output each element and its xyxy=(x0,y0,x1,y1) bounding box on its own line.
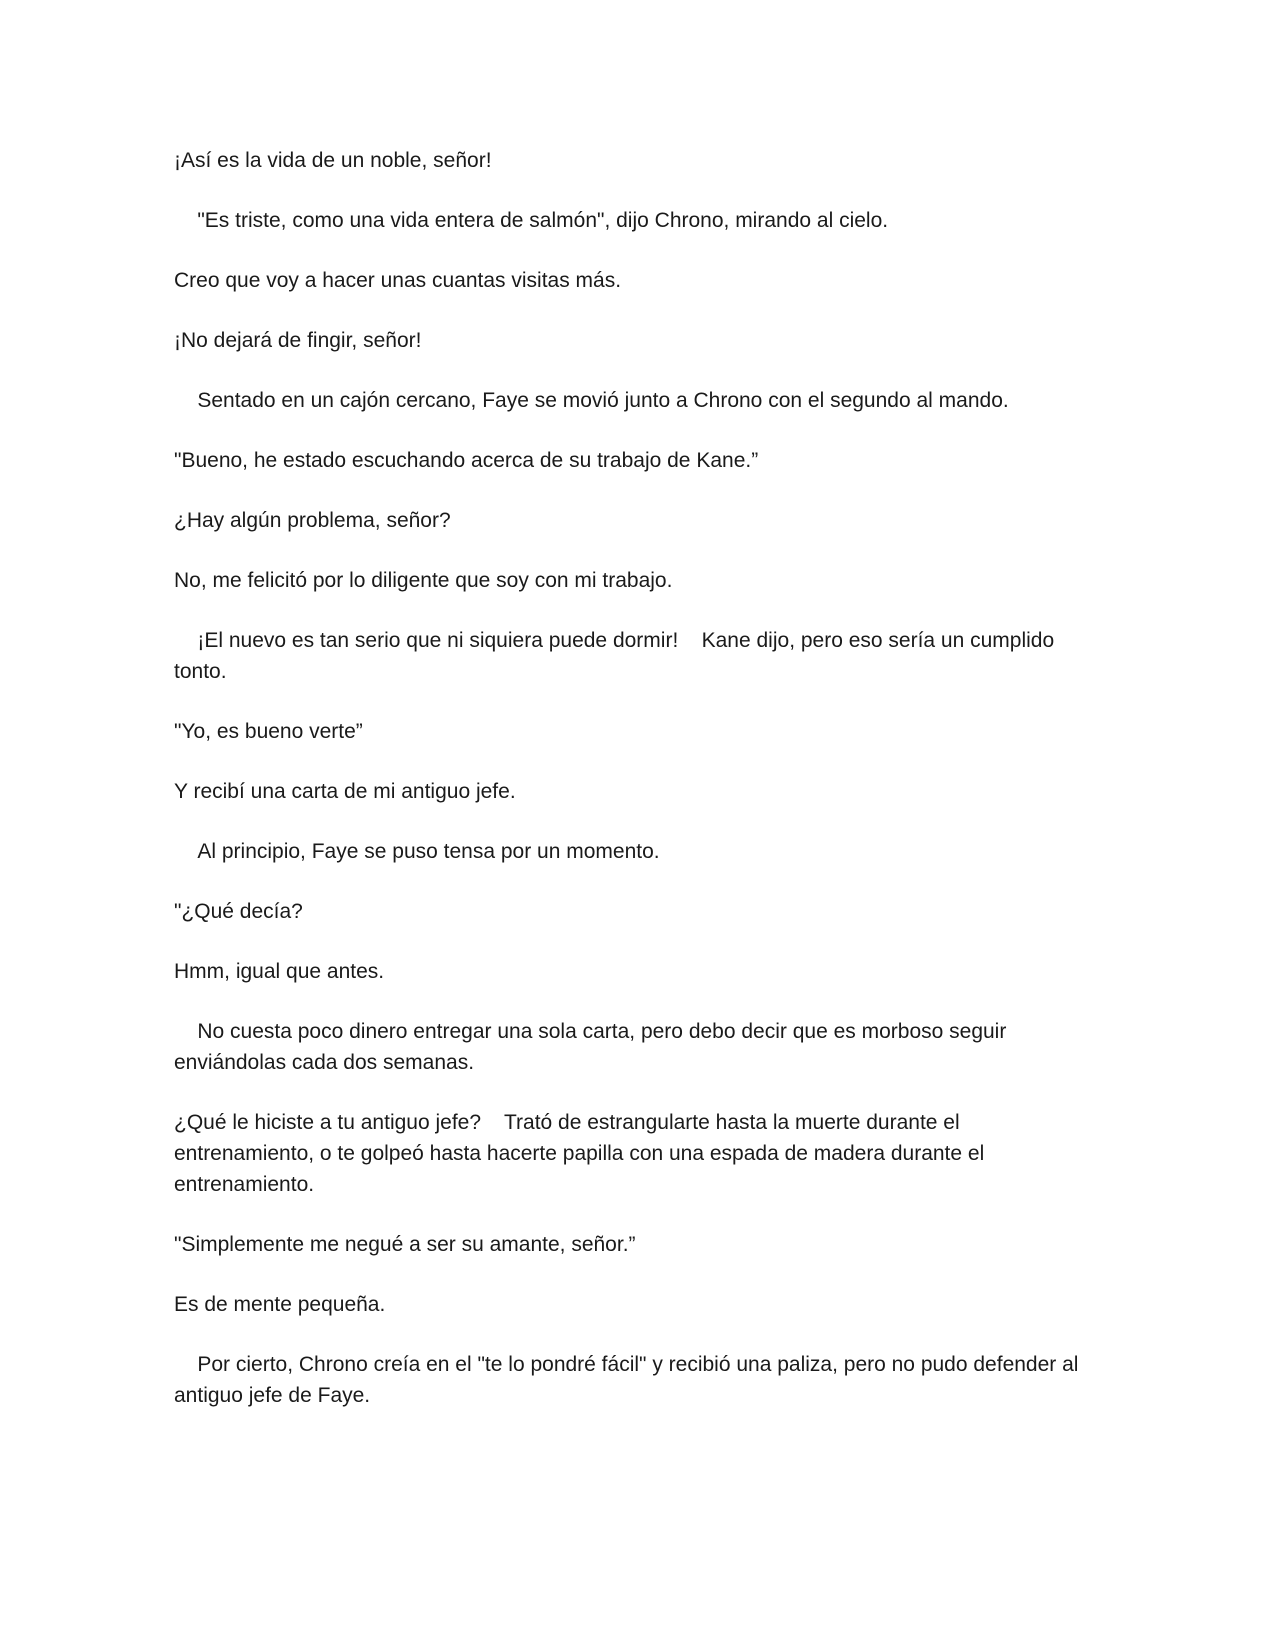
paragraph: Es de mente pequeña. xyxy=(174,1293,386,1316)
paragraph: "Yo, es bueno verte” xyxy=(174,720,363,743)
paragraph: Y recibí una carta de mi antiguo jefe. xyxy=(174,780,516,803)
paragraph: ¿Hay algún problema, señor? xyxy=(174,509,451,532)
paragraph: No, me felicitó por lo diligente que soy con mi trabajo. xyxy=(174,569,673,592)
paragraph: ¡Así es la vida de un noble, señor! xyxy=(174,149,492,172)
paragraph: "Simplemente me negué a ser su amante, señor.” xyxy=(174,1233,636,1256)
paragraph: "Bueno, he estado escuchando acerca de su trabajo de Kane.” xyxy=(174,449,759,472)
paragraph: ¡No dejará de fingir, señor! xyxy=(174,329,422,352)
paragraph: "¿Qué decía? xyxy=(174,900,303,923)
paragraph: Creo que voy a hacer unas cuantas visitas más. xyxy=(174,269,622,292)
paragraph: Por cierto, Chrono creía en el "te lo pondré fácil" y recibió una paliza, pero no pudo defender al antiguo jefe de Faye. xyxy=(174,1353,1085,1407)
document-body xyxy=(174,145,1094,1440)
paragraph: Al principio, Faye se puso tensa por un momento. xyxy=(174,840,660,863)
paragraph: ¡El nuevo es tan serio que ni siquiera puede dormir! Kane dijo, pero eso sería un cumplido tonto. xyxy=(174,629,1061,683)
paragraph: Sentado en un cajón cercano, Faye se movió junto a Chrono con el segundo al mando. xyxy=(174,389,1009,412)
paragraph: Hmm, igual que antes. xyxy=(174,960,385,983)
paragraph: ¿Qué le hiciste a tu antiguo jefe? Trató de estrangularte hasta la muerte durante el entrenamiento, o te golpeó hasta hacerte papilla con una espada de madera durante el entrenamiento. xyxy=(174,1111,991,1196)
paragraph: "Es triste, como una vida entera de salmón", dijo Chrono, mirando al cielo. xyxy=(174,209,889,232)
paragraph: No cuesta poco dinero entregar una sola carta, pero debo decir que es morboso seguir enviándolas cada dos semanas. xyxy=(174,1020,1013,1074)
